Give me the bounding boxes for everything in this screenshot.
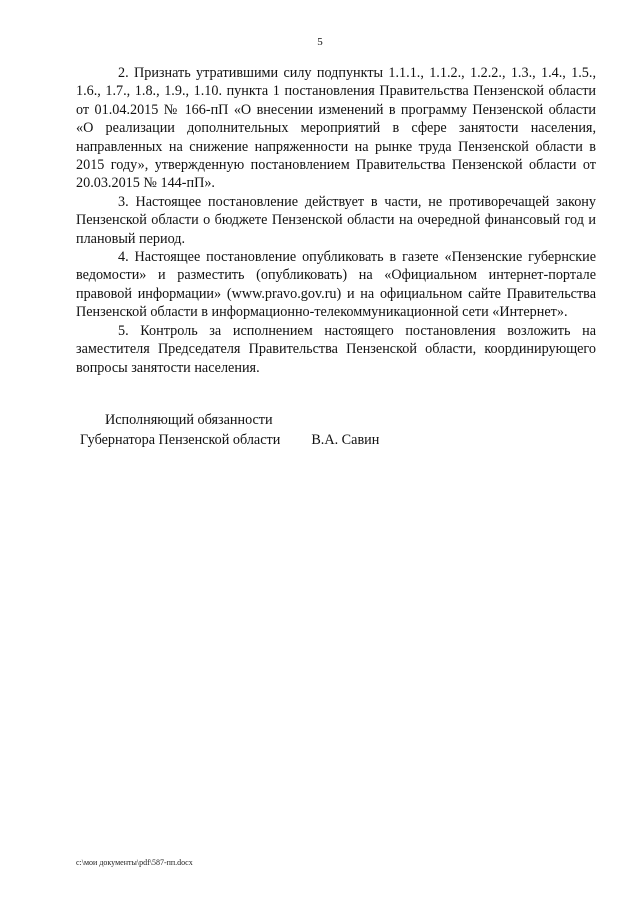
signatory-name: В.А. Савин [311, 432, 380, 448]
paragraph-5: 5. Контроль за исполнением настоящего постановления возложить на заместителя Председателя Правительства Пензенской области, координирующего вопросы занятости населения. [76, 322, 596, 376]
document-body [76, 64, 596, 377]
page-number: 5 [317, 36, 323, 48]
signatory-title-line1: Исполняющий обязанности [105, 412, 273, 428]
signatory-title-line2: Губернатора Пензенской области [80, 432, 281, 448]
paragraph-4: 4. Настоящее постановление опубликовать в газете «Пензенские губернские ведомости» и разместить (опубликовать) на «Официальном интернет-портале правовой информации» (www.pravo.gov.ru) и на официальном сайте Правительства Пензенской области в информационно-телекоммуникационной сети «Интернет». [76, 249, 596, 321]
footer-file-path: c:\мои документы\pdf\587-пп.docx [76, 858, 193, 867]
paragraph-3: 3. Настоящее постановление действует в части, не противоречащей закону Пензенской области о бюджете Пензенской области на очередной финансовый год и плановый период. [76, 193, 596, 247]
signature-block [80, 410, 500, 450]
signatory-title-row [80, 430, 500, 450]
paragraph-2: 2. Признать утратившими силу подпункты 1.1.1., 1.1.2., 1.2.2., 1.3., 1.4., 1.5., 1.6., 1.7., 1.8., 1.9., 1.10. пункта 1 постановления Правительства Пензенской области от 01.04.2015 № 166-пП «О внесении изменений в программу Пензенской области «О реализации дополнительных мероприятий в сфере занятости населения, направленных на снижение напряженности на рынке труда Пензенской области в 2015 году», утвержденную постановлением Правительства Пензенской области от 20.03.2015 № 144-пП». [76, 65, 596, 192]
